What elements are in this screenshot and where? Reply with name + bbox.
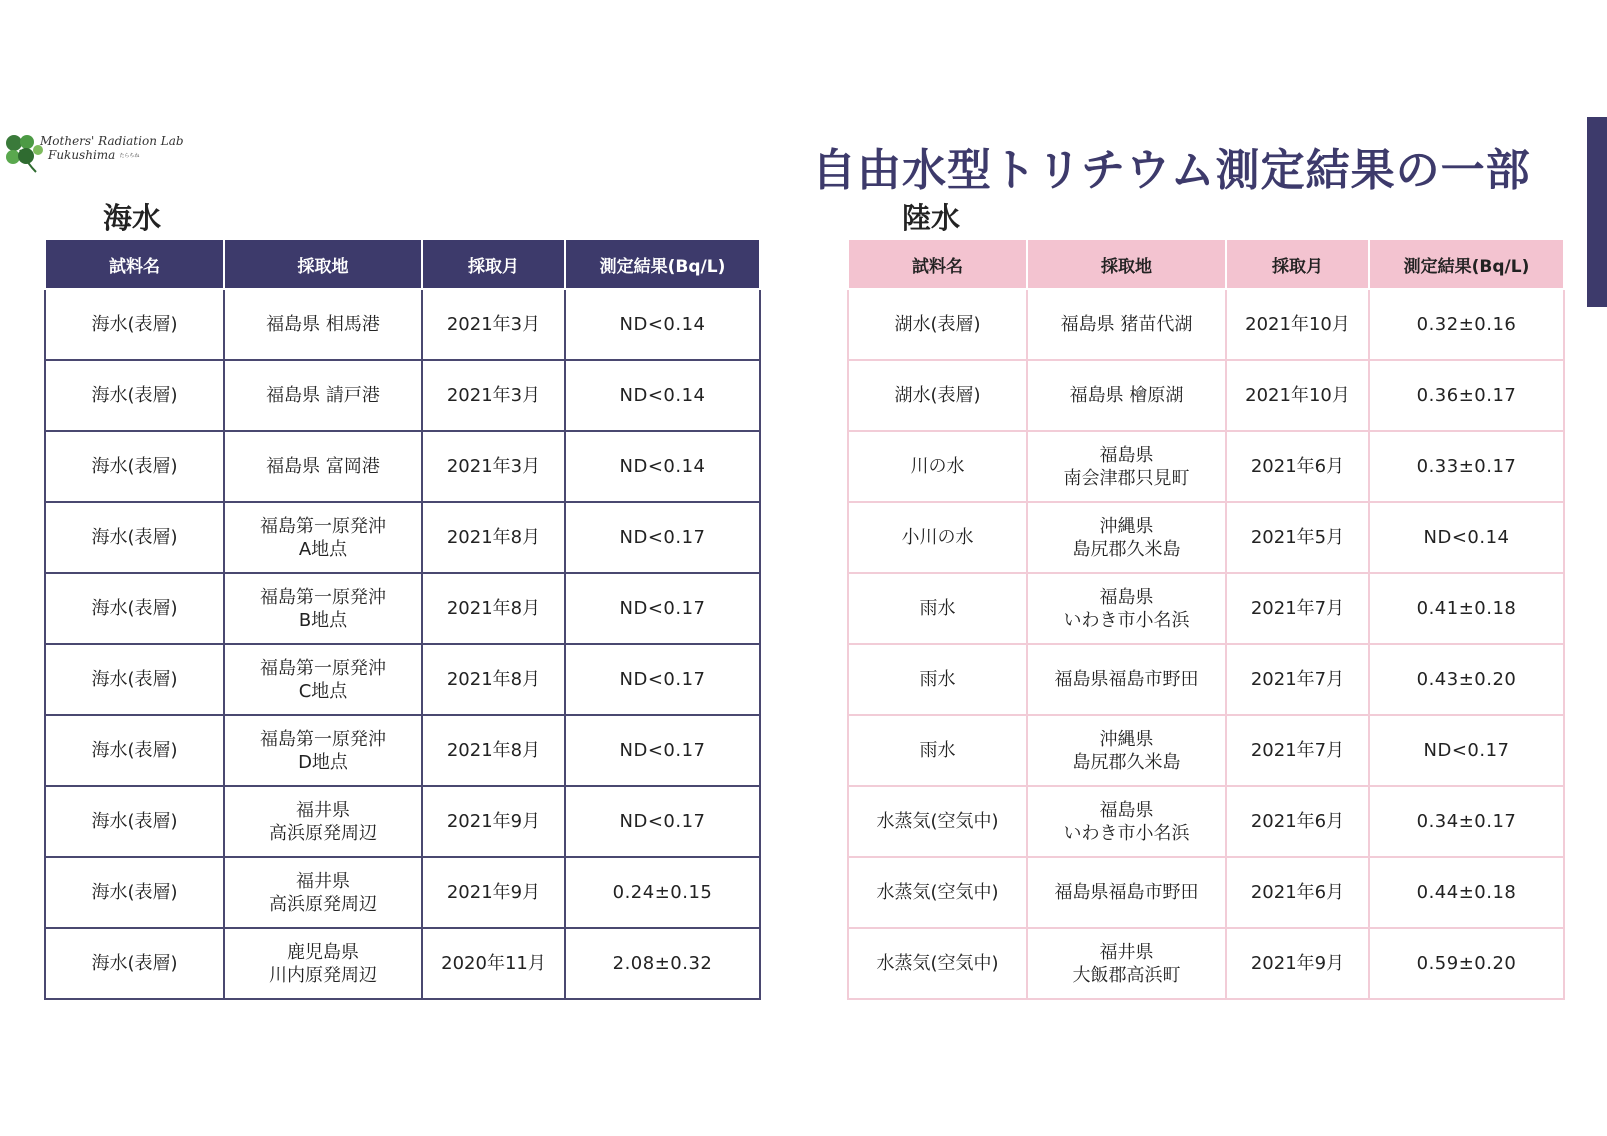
location-line: 福島県 相馬港: [266, 314, 380, 335]
result-cell: ND<0.17: [565, 715, 760, 786]
location-line: 福島県 富岡港: [266, 456, 380, 477]
location-cell: [224, 786, 422, 857]
header-month: 採取月: [1226, 239, 1369, 289]
location-cell: [224, 573, 422, 644]
location-cell: [224, 644, 422, 715]
location-cell: [1027, 857, 1226, 928]
table-row: [848, 289, 1564, 360]
location-line: A地点: [298, 538, 348, 560]
header-month: 採取月: [422, 239, 565, 289]
sample-cell: 水蒸気(空気中): [848, 928, 1027, 999]
land-table: [847, 238, 1565, 1000]
sample-cell: 川の水: [848, 431, 1027, 502]
result-cell: ND<0.14: [565, 289, 760, 360]
location-cell: [224, 289, 422, 360]
location-cell: [1027, 289, 1226, 360]
table-row: [848, 715, 1564, 786]
sample-cell: 海水(表層): [45, 857, 224, 928]
location-cell: [1027, 502, 1226, 573]
month-cell: 2021年3月: [422, 360, 565, 431]
month-cell: 2021年9月: [1226, 928, 1369, 999]
sample-cell: 海水(表層): [45, 786, 224, 857]
location-line: C地点: [298, 680, 348, 702]
sample-cell: 海水(表層): [45, 644, 224, 715]
logo-line3: たらちね: [119, 152, 140, 159]
location-line: D地点: [298, 751, 348, 773]
table-row: [45, 928, 760, 999]
sea-section-label: 海水: [103, 201, 162, 235]
location-line: いわき市小名浜: [1063, 609, 1190, 631]
header-sample: 試料名: [848, 239, 1027, 289]
sample-cell: 水蒸気(空気中): [848, 786, 1027, 857]
location-line: 福島県 請戸港: [266, 385, 380, 406]
location-cell: [224, 360, 422, 431]
table-row: [848, 502, 1564, 573]
month-cell: 2020年11月: [422, 928, 565, 999]
result-cell: 0.33±0.17: [1369, 431, 1564, 502]
month-cell: 2021年9月: [422, 857, 565, 928]
result-cell: 0.34±0.17: [1369, 786, 1564, 857]
location-line: 福島県福島市野田: [1054, 669, 1199, 690]
location-line: 福島第一原発沖: [260, 728, 386, 750]
logo-line1: Mothers' Radiation Lab: [40, 134, 184, 148]
location-line: 福島第一原発沖: [260, 657, 386, 679]
location-cell: [1027, 928, 1226, 999]
location-line: 島尻郡久米島: [1072, 751, 1181, 773]
result-cell: 0.24±0.15: [565, 857, 760, 928]
table-row: [45, 431, 760, 502]
land-section-label: 陸水: [902, 201, 961, 235]
location-line: 高浜原発周辺: [269, 893, 377, 915]
result-cell: 0.36±0.17: [1369, 360, 1564, 431]
header-sample: 試料名: [45, 239, 224, 289]
result-cell: ND<0.14: [1369, 502, 1564, 573]
month-cell: 2021年8月: [422, 573, 565, 644]
table-row: [848, 573, 1564, 644]
table-row: [848, 786, 1564, 857]
location-line: 高浜原発周辺: [269, 822, 377, 844]
location-cell: [1027, 431, 1226, 502]
location-line: 福島県 猪苗代湖: [1060, 314, 1193, 335]
sample-cell: 海水(表層): [45, 431, 224, 502]
result-cell: 0.32±0.16: [1369, 289, 1564, 360]
header-result: 測定結果(Bq/L): [1369, 239, 1564, 289]
land-table-body: [848, 289, 1564, 999]
location-cell: [224, 715, 422, 786]
location-cell: [1027, 573, 1226, 644]
sample-cell: 雨水: [848, 644, 1027, 715]
table-row: [45, 644, 760, 715]
month-cell: 2021年8月: [422, 644, 565, 715]
location-line: 沖縄県: [1099, 728, 1154, 750]
sample-cell: 海水(表層): [45, 715, 224, 786]
sample-cell: 海水(表層): [45, 928, 224, 999]
location-line: 福島県福島市野田: [1054, 882, 1199, 903]
location-line: 福井県: [296, 870, 350, 892]
location-cell: [1027, 644, 1226, 715]
table-row: [848, 928, 1564, 999]
location-line: 川内原発周辺: [269, 964, 377, 986]
location-line: 福島第一原発沖: [260, 515, 386, 537]
location-line: 鹿児島県: [287, 941, 359, 963]
location-line: いわき市小名浜: [1063, 822, 1190, 844]
location-cell: [1027, 360, 1226, 431]
result-cell: 0.44±0.18: [1369, 857, 1564, 928]
month-cell: 2021年10月: [1226, 289, 1369, 360]
location-line: 福井県: [296, 799, 350, 821]
logo-text: [40, 134, 184, 163]
result-cell: ND<0.17: [565, 786, 760, 857]
table-row: [848, 644, 1564, 715]
location-cell: [224, 431, 422, 502]
sample-cell: 海水(表層): [45, 289, 224, 360]
month-cell: 2021年3月: [422, 431, 565, 502]
sample-cell: 雨水: [848, 715, 1027, 786]
sea-table-body: [45, 289, 760, 999]
month-cell: 2021年6月: [1226, 857, 1369, 928]
month-cell: 2021年7月: [1226, 573, 1369, 644]
month-cell: 2021年6月: [1226, 786, 1369, 857]
location-line: 福島第一原発沖: [260, 586, 386, 608]
table-row: [45, 715, 760, 786]
location-cell: [224, 502, 422, 573]
month-cell: 2021年3月: [422, 289, 565, 360]
header-result: 測定結果(Bq/L): [565, 239, 760, 289]
result-cell: 0.59±0.20: [1369, 928, 1564, 999]
table-row: [45, 786, 760, 857]
result-cell: ND<0.17: [565, 644, 760, 715]
result-cell: 0.43±0.20: [1369, 644, 1564, 715]
month-cell: 2021年7月: [1226, 715, 1369, 786]
month-cell: 2021年10月: [1226, 360, 1369, 431]
month-cell: 2021年6月: [1226, 431, 1369, 502]
table-row: [848, 431, 1564, 502]
location-line: 福島県: [1099, 799, 1154, 821]
result-cell: ND<0.14: [565, 431, 760, 502]
sample-cell: 海水(表層): [45, 360, 224, 431]
table-row: [45, 573, 760, 644]
result-cell: ND<0.17: [565, 502, 760, 573]
land-header-row: [848, 239, 1564, 289]
location-cell: [1027, 786, 1226, 857]
result-cell: 2.08±0.32: [565, 928, 760, 999]
sample-cell: 小川の水: [848, 502, 1027, 573]
location-line: 大飯郡高浜町: [1072, 964, 1181, 986]
location-cell: [224, 857, 422, 928]
month-cell: 2021年7月: [1226, 644, 1369, 715]
result-cell: ND<0.17: [565, 573, 760, 644]
accent-bar: [1587, 117, 1607, 307]
result-cell: 0.41±0.18: [1369, 573, 1564, 644]
sample-cell: 海水(表層): [45, 502, 224, 573]
sea-table: [44, 238, 761, 1000]
logo-line2: Fukushima たらちね: [48, 148, 140, 162]
table-row: [848, 857, 1564, 928]
month-cell: 2021年8月: [422, 715, 565, 786]
location-line: 島尻郡久米島: [1072, 538, 1181, 560]
table-row: [848, 360, 1564, 431]
sample-cell: 雨水: [848, 573, 1027, 644]
location-line: 福井県: [1099, 941, 1154, 963]
table-row: [45, 360, 760, 431]
sea-header-row: [45, 239, 760, 289]
result-cell: ND<0.14: [565, 360, 760, 431]
month-cell: 2021年8月: [422, 502, 565, 573]
logo: [2, 130, 184, 174]
location-line: 福島県 檜原湖: [1069, 385, 1184, 406]
location-line: 南会津郡只見町: [1063, 467, 1190, 489]
month-cell: 2021年5月: [1226, 502, 1369, 573]
sample-cell: 湖水(表層): [848, 289, 1027, 360]
page-title: 自由水型トリチウム測定結果の一部: [812, 145, 1531, 196]
location-cell: [224, 928, 422, 999]
table-row: [45, 289, 760, 360]
month-cell: 2021年9月: [422, 786, 565, 857]
result-cell: ND<0.17: [1369, 715, 1564, 786]
table-row: [45, 502, 760, 573]
location-cell: [1027, 715, 1226, 786]
location-line: 福島県: [1099, 586, 1154, 608]
table-row: [45, 857, 760, 928]
header-location: 採取地: [1027, 239, 1226, 289]
sample-cell: 海水(表層): [45, 573, 224, 644]
header-location: 採取地: [224, 239, 422, 289]
location-line: 福島県: [1099, 444, 1154, 466]
sample-cell: 湖水(表層): [848, 360, 1027, 431]
location-line: B地点: [298, 609, 348, 631]
sample-cell: 水蒸気(空気中): [848, 857, 1027, 928]
location-line: 沖縄県: [1099, 515, 1154, 537]
